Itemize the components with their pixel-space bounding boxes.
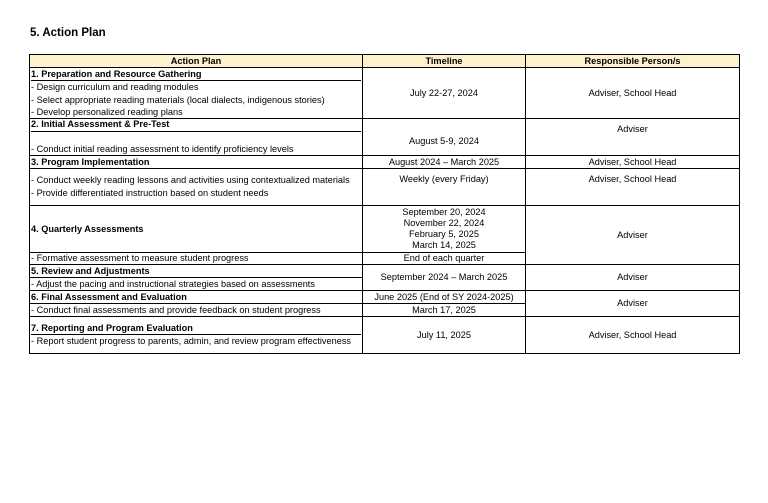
list-item: - Select appropriate reading materials (local dialects, indigenous stories) [31, 94, 325, 105]
section-1-title: 1. Preparation and Resource Gathering [31, 69, 361, 81]
list-item: - Adjust the pacing and instructional strategies based on assessments [30, 278, 363, 291]
table-row [30, 265, 740, 278]
section-6-responsible: Adviser [526, 291, 740, 317]
header-responsible: Responsible Person/s [526, 55, 740, 68]
section-4-title: 4. Quarterly Assessments [30, 206, 363, 253]
section-2-title: 2. Initial Assessment & Pre-Test [31, 119, 361, 132]
date-item: September 20, 2024 [402, 207, 486, 217]
table-row [30, 68, 740, 119]
section-3-item-responsible: Adviser, School Head [526, 169, 740, 206]
section-5-title: 5. Review and Adjustments [30, 265, 363, 278]
section-heading: 5. Action Plan [30, 27, 106, 39]
header-timeline: Timeline [363, 55, 526, 68]
section-7-responsible: Adviser, School Head [526, 317, 740, 354]
section-3-responsible: Adviser, School Head [526, 156, 740, 169]
list-item: - Provide differentiated instruction based on student needs [31, 188, 269, 198]
table-row [30, 169, 740, 206]
date-item: November 22, 2024 [403, 218, 485, 228]
section-5-timeline: September 2024 – March 2025 [363, 265, 526, 291]
list-item: - Conduct initial reading assessment to identify proficiency levels [31, 144, 294, 154]
list-item: - Report student progress to parents, admin, and review program effectiveness [31, 336, 352, 346]
section-6-title: 6. Final Assessment and Evaluation [30, 291, 363, 304]
list-item: - Develop personalized reading plans [31, 106, 183, 117]
table-row [30, 119, 740, 156]
section-3-timeline: August 2024 – March 2025 [363, 156, 526, 169]
table-row [30, 206, 740, 253]
table-row [30, 291, 740, 304]
section-2-responsible: Adviser [526, 119, 740, 156]
section-6-item-timeline: March 17, 2025 [363, 304, 526, 317]
section-3-items [30, 169, 363, 206]
section-2-cell [30, 119, 363, 156]
date-item: March 14, 2025 [412, 240, 476, 250]
section-4-dates [363, 206, 526, 253]
list-item: - Design curriculum and reading modules [31, 81, 199, 92]
section-1-responsible: Adviser, School Head [526, 68, 740, 119]
section-1-cell [30, 68, 363, 119]
section-6-timeline: June 2025 (End of SY 2024-2025) [363, 291, 526, 304]
section-4-responsible: Adviser [526, 206, 740, 265]
header-action-plan: Action Plan [30, 55, 363, 68]
section-7-timeline: July 11, 2025 [363, 317, 526, 354]
section-7-cell [30, 317, 363, 354]
header-row [30, 55, 740, 68]
list-item: - Formative assessment to measure student progress [30, 253, 363, 265]
list-item: - Conduct final assessments and provide feedback on student progress [30, 304, 363, 317]
section-2-timeline: August 5-9, 2024 [363, 119, 526, 156]
action-plan-table [29, 54, 740, 354]
section-5-responsible: Adviser [526, 265, 740, 291]
section-4-item-timeline: End of each quarter [363, 253, 526, 265]
section-3-title: 3. Program Implementation [30, 156, 363, 169]
list-item: - Conduct weekly reading lessons and activities using contextualized materials [31, 175, 350, 185]
table-row [30, 317, 740, 354]
section-3-item-timeline: Weekly (every Friday) [363, 169, 526, 206]
section-7-title: 7. Reporting and Program Evaluation [31, 323, 361, 335]
date-item: February 5, 2025 [409, 229, 479, 239]
section-1-timeline: July 22-27, 2024 [363, 68, 526, 119]
table-row [30, 156, 740, 169]
